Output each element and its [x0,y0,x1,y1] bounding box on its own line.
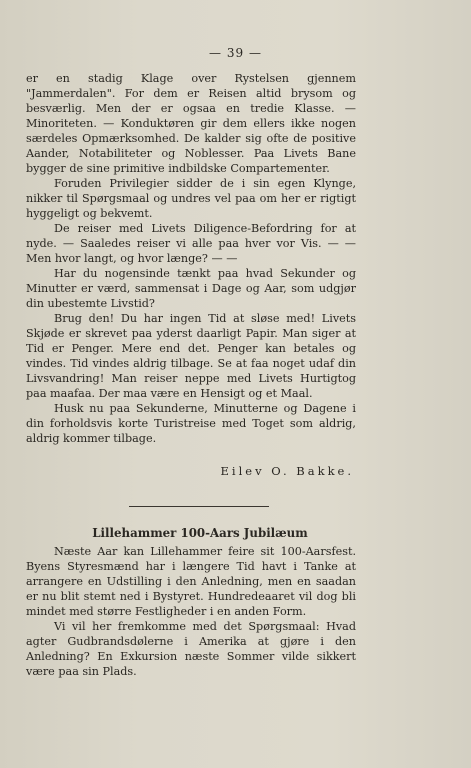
paragraph: Husk nu paa Sekunderne, Minutterne og Dagene i din forholdsvis korte Turistreise med Toget som aldrig, aldrig kommer tilbage. [26,402,356,445]
paragraph-block-essay [26,176,356,446]
paragraph: Næste Aar kan Lillehammer feire sit 100-Aarsfest. Byens Styresmænd har i længere Tid havt i Tanke at arrangere en Udstilling i den Anledning, men en saadan er nu blit stemt ned i Bystyret. Hundredeaaret vil dog bli mindet med større Festligheder i en anden Form. [26,545,356,618]
page-number: — 39 — [209,46,262,60]
paragraph: Brug den! Du har ingen Tid at sløse med! Livets Skjøde er skrevet paa yderst daarligt Papir. Man siger at Tid er Penger. Mere end det. Penger kan betales og vindes. Tid vindes aldrig tilbage. Se at faa noget udaf din Livsvandring! Man reiser neppe med Livets Hurtigtog paa maafaa. Der maa være en Hensigt og et Maal. [26,312,356,400]
paragraph: Foruden Privilegier sidder de i sin egen Klynge, nikker til Spørgsmaal og undres vel paa om her er rigtigt hyggeligt og bekvemt. [26,177,356,220]
author-signature: Eilev O. Bakke. [220,464,354,478]
paragraph: Vi vil her fremkomme med det Spørgsmaal: Hvad agter Gudbrandsdølerne i Amerika at gjøre i den Anledning? En Exkursion næste Sommer vilde sikkert være paa sin Plads. [26,620,356,678]
paragraph: er en stadig Klage over Rystelsen gjennem "Jammerdalen". For dem er Reisen altid brysom og besværlig. Men der er ogsaa en tredie Klasse. — Minoriteten. — Konduktøren gir dem ellers ikke nogen særdeles Opmærksomhed. De kalder sig ofte de positive Aander, Notabiliteter og Noblesser. Paa Livets Bane bygger de sine primitive indbildske Compartementer. [26,72,356,175]
paragraph: Har du nogensinde tænkt paa hvad Sekunder og Minutter er værd, sammensat i Dage og Aar, som udgjør din ubestemte Livstid? [26,267,356,310]
paragraph-block-article [26,544,356,679]
paragraph: De reiser med Livets Diligence-Befordring for at nyde. — Saaledes reiser vi alle paa hver vor Vis. — — Men hvor langt, og hvor længe? — — [26,222,356,265]
section-divider [129,506,269,507]
article-heading: Lillehammer 100-Aars Jubilæum [92,526,308,540]
paragraph-block-opening [26,71,356,176]
